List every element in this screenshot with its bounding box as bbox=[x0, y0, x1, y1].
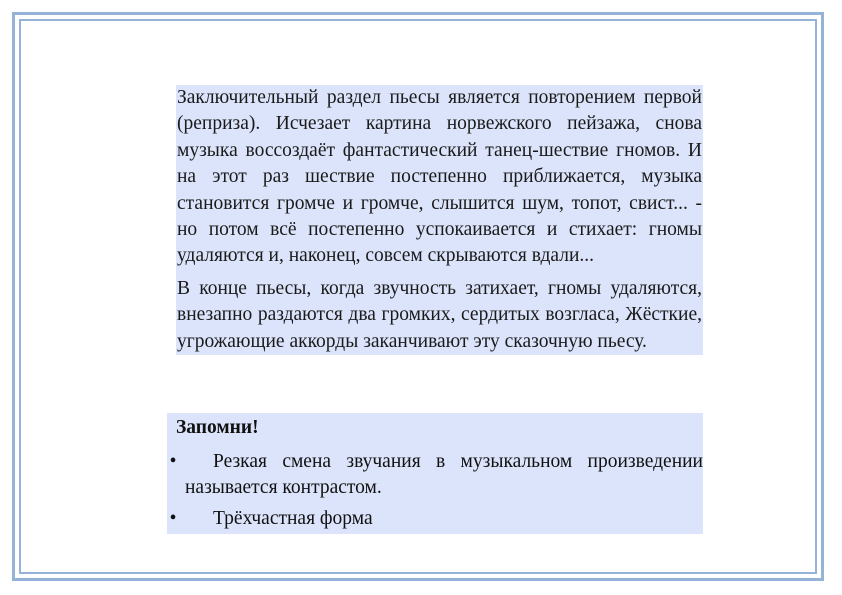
bullet-text-contrast: Резкая смена звучания в музыкальном произведении называется контрастом. bbox=[185, 451, 703, 499]
bullet-text-ternary-form: Трёхчастная форма bbox=[213, 508, 373, 529]
remember-block bbox=[167, 413, 703, 534]
remember-title: Запомни! bbox=[176, 417, 259, 438]
bullet-item-ternary-form bbox=[167, 506, 703, 532]
bullet-item-contrast bbox=[167, 449, 703, 502]
paragraph-ending: В конце пьесы, когда звучность затихает, гномы удаляются, внезапно раздаются два громких, сердитых возгласа, Жёсткие, угрожающие аккорды заканчивают эту сказочную пьесу. bbox=[177, 277, 702, 352]
paragraph-reprise: Заключительный раздел пьесы является повторением первой (реприза). Исчезает картина норвежского пейзажа, снова музыка воссоздаёт фантастический танец-шествие гномов. И на этот раз шествие постепенно приближается, музыка становится громче и громче, слышится шум, топот, свист... - но потом всё постепенно успокаивается и стихает: гномы удаляются и, наконец, совсем скрываются вдали... bbox=[177, 87, 702, 267]
bullet-dot-icon: • bbox=[169, 451, 177, 472]
bullet-dot-icon: • bbox=[169, 508, 177, 529]
description-text-block bbox=[176, 85, 703, 355]
